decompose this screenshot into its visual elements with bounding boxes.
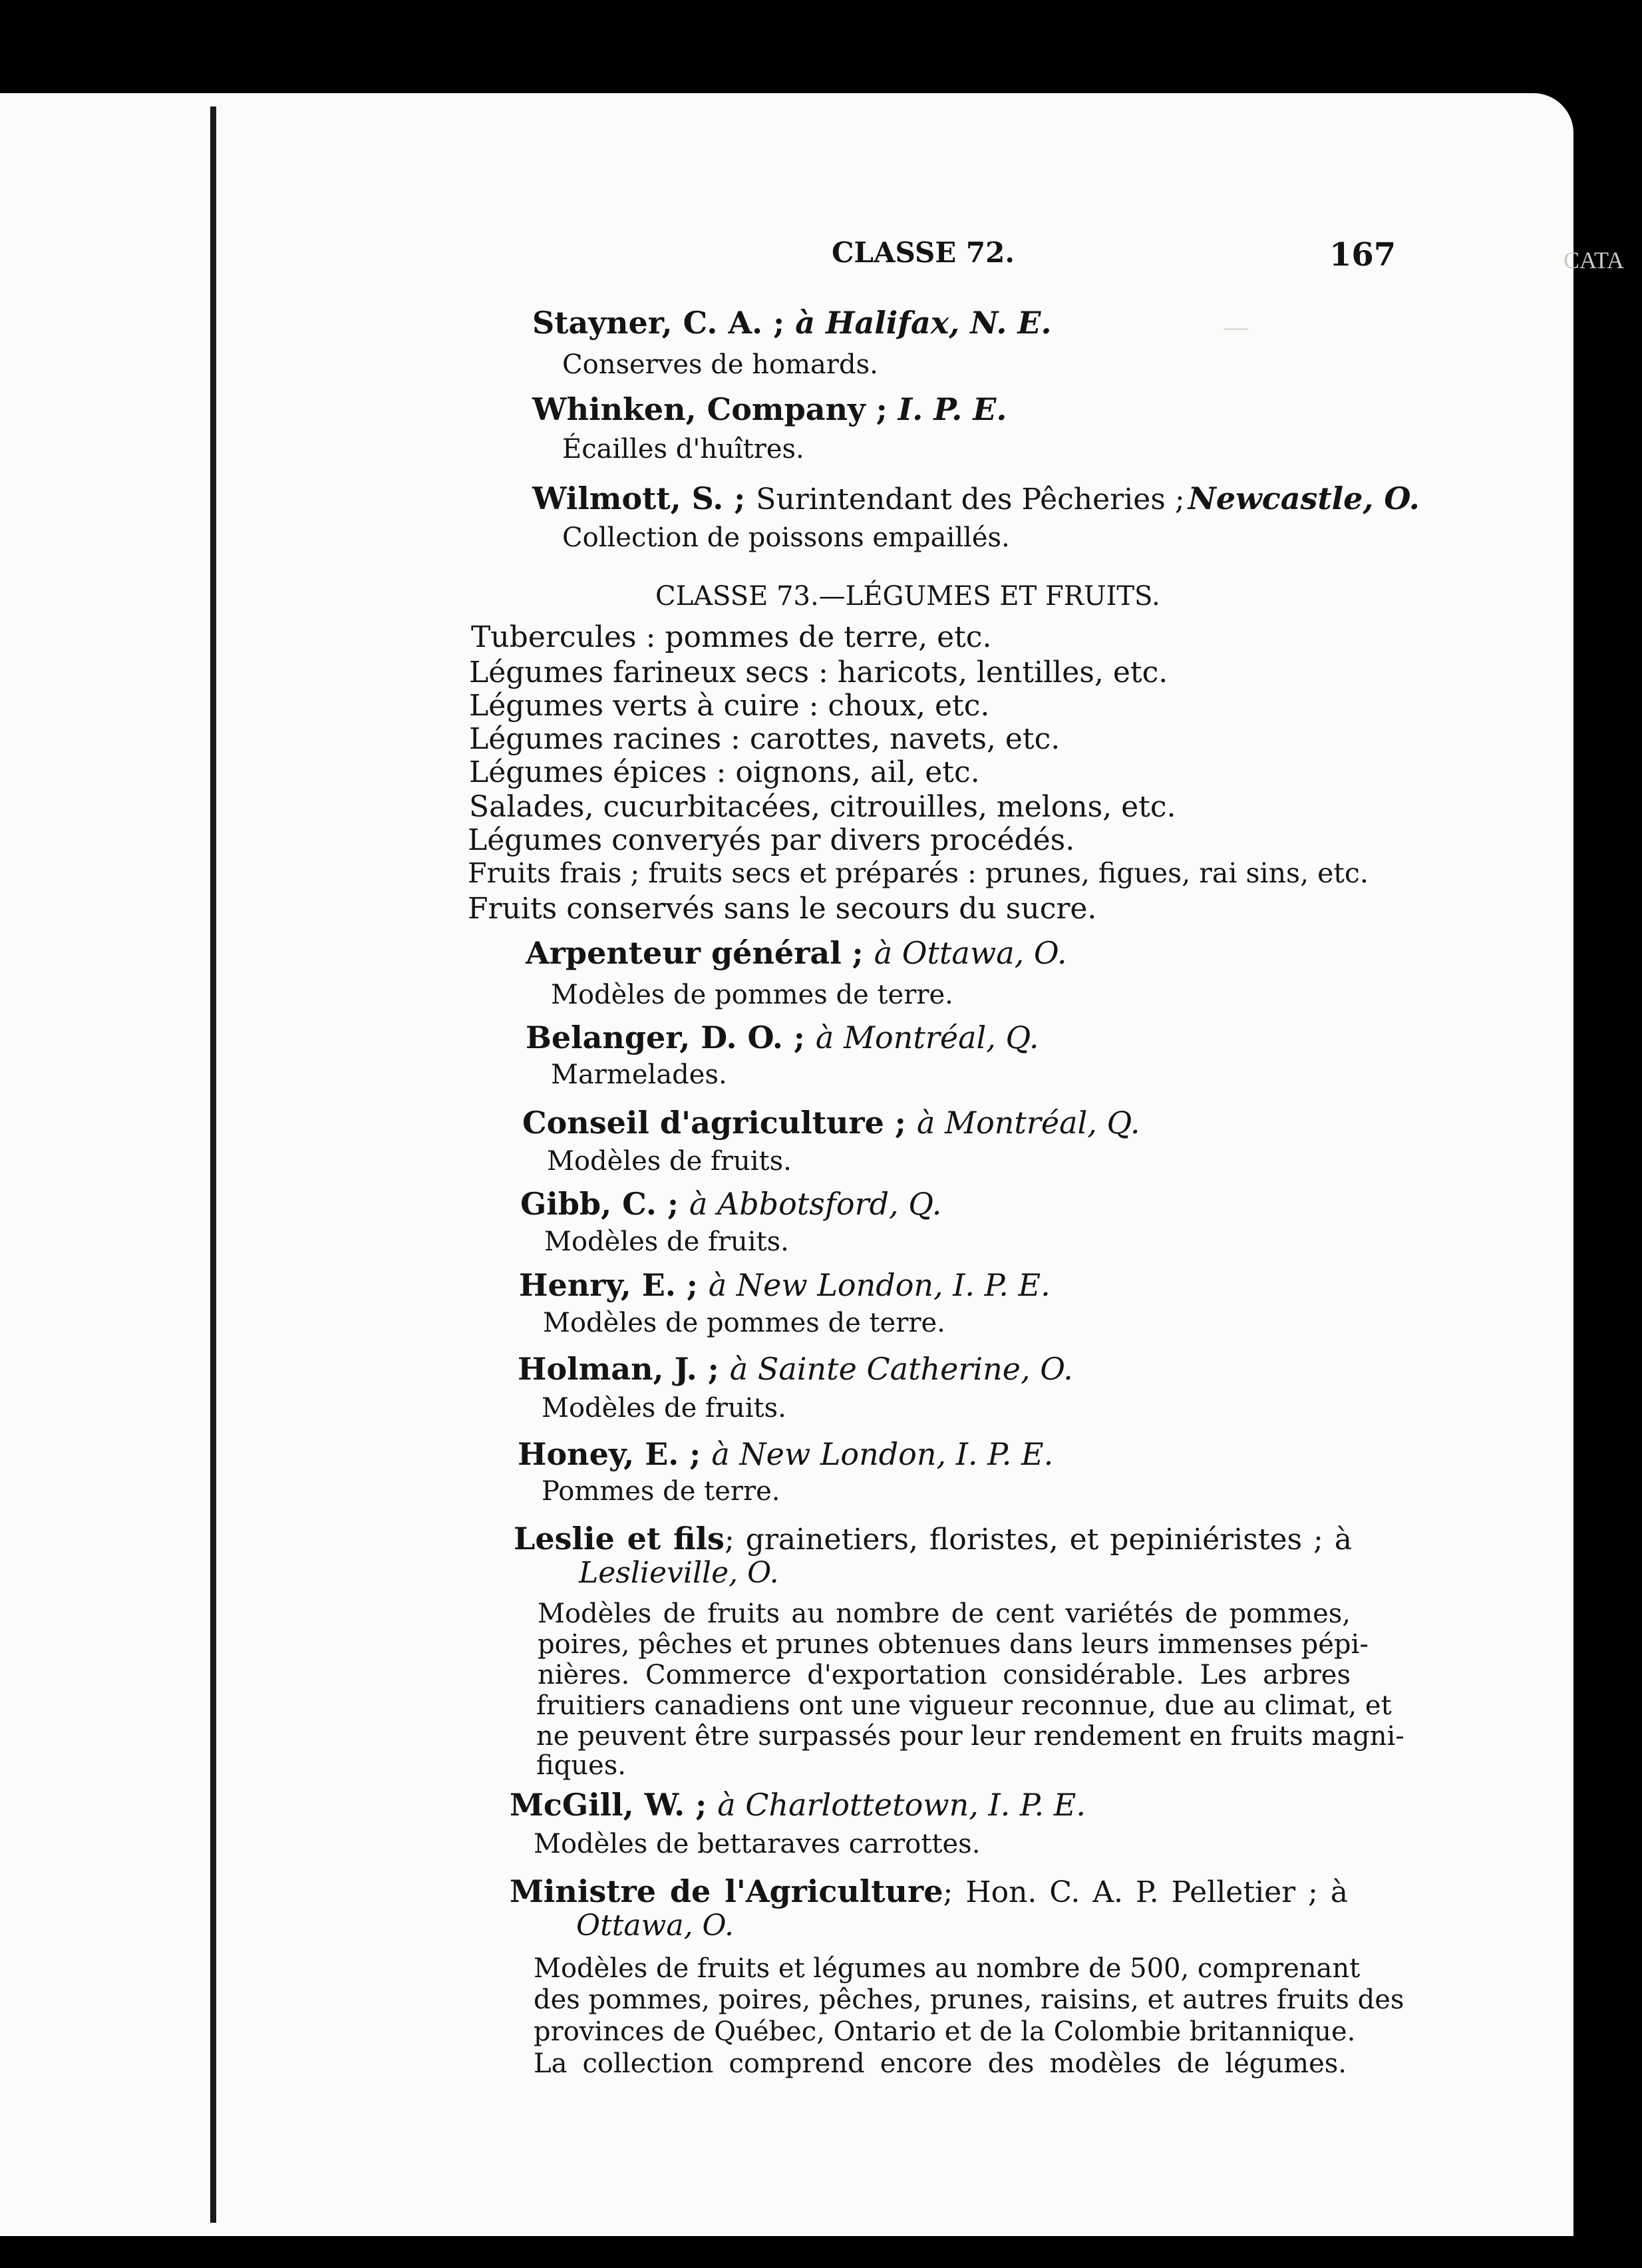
entry-desc: Marmelades. — [551, 1059, 727, 1090]
entry-desc: Écailles d'huîtres. — [562, 434, 804, 465]
exhibitor-place: Newcastle, O. — [1188, 480, 1420, 516]
category-line: Tubercules : pommes de terre, etc. — [471, 620, 992, 654]
desc-line: La collection comprend encore des modèles de légumes. — [534, 2048, 1347, 2079]
entry-ministre-head: Ministre de l'Agriculture; Hon. C. A. P. Pelletier ; à — [510, 1873, 1348, 1909]
exhibitor-name: Stayner, C. A. — [532, 305, 763, 341]
exhibitor-name: Honey, E. — [518, 1436, 679, 1472]
entry-whinken: Whinken, Company ; I. P. E. — [532, 391, 1007, 427]
exhibitor-name: Wilmott, S. — [532, 480, 724, 516]
entry-desc: Modèles de pommes de terre. — [551, 980, 953, 1010]
exhibitor-place: à Montréal, Q. — [815, 1020, 1039, 1055]
exhibitor-place: Ottawa, O. — [576, 1909, 735, 1943]
exhibitor-place: à Charlottetown, I. P. E. — [717, 1787, 1086, 1823]
category-line: Légumes verts à cuire : choux, etc. — [469, 689, 990, 723]
desc-line: fiques. — [536, 1750, 626, 1781]
desc-line: poires, pêches et prunes obtenues dans leurs immenses pépi- — [538, 1629, 1369, 1660]
desc-line: provinces de Québec, Ontario et de la Colombie britannique. — [534, 2016, 1356, 2047]
entry-wilmott: Wilmott, S. ; Surintendant des Pêcheries ; Newcastle, O. — [532, 480, 1420, 516]
desc-line: Modèles de fruits et légumes au nombre de 500, comprenant — [534, 1953, 1361, 1984]
exhibitor-place: à New London, I. P. E. — [708, 1267, 1051, 1303]
exhibitor-place: à New London, I. P. E. — [711, 1436, 1054, 1472]
entry-conseil: Conseil d'agriculture ; à Montréal, Q. — [522, 1105, 1140, 1141]
category-line: Légumes racines : carottes, navets, etc. — [469, 722, 1061, 756]
exhibitor-name: McGill, W. — [510, 1787, 685, 1823]
exhibitor-name: Conseil d'agriculture — [522, 1105, 884, 1141]
entry-desc: Modèles de bettaraves carrottes. — [534, 1829, 981, 1859]
exhibitor-place: Leslieville, O. — [579, 1556, 779, 1590]
entry-desc: Conserves de homards. — [562, 349, 878, 380]
category-line: Fruits frais ; fruits secs et préparés : prunes, figues, rai sins, etc. — [468, 857, 1369, 889]
section-title: CLASSE 73.—LÉGUMES ET FRUITS. — [655, 581, 1160, 612]
category-line: Légumes épices : oignons, ail, etc. — [469, 755, 980, 789]
entry-desc: Pommes de terre. — [542, 1476, 780, 1507]
desc-line: Modèles de fruits au nombre de cent variétés de pommes, — [538, 1599, 1351, 1629]
desc-line: nières. Commerce d'exportation considérable. Les arbres — [538, 1660, 1351, 1690]
entry-arpenteur: Arpenteur général ; à Ottawa, O. — [526, 935, 1067, 971]
desc-line: fruitiers canadiens ont une vigueur reconnue, due au climat, et — [536, 1690, 1392, 1721]
desc-line: des pommes, poires, pêches, prunes, raisins, et autres fruits des — [534, 1984, 1404, 2015]
exhibitor-name: Henry, E. — [519, 1267, 676, 1303]
entry-honey: Honey, E. ; à New London, I. P. E. — [518, 1436, 1054, 1472]
exhibitor-name: Leslie et fils — [514, 1521, 725, 1557]
page-fold-shadow — [210, 106, 216, 2223]
exhibitor-place: à Montréal, Q. — [916, 1105, 1140, 1141]
entry-stayner: Stayner, C. A. ; à Halifax, N. E. — [532, 305, 1052, 341]
category-line: Fruits conservés sans le secours du sucre. — [468, 892, 1097, 926]
page-number: 167 — [1329, 236, 1396, 274]
entry-belanger: Belanger, D. O. ; à Montréal, Q. — [526, 1020, 1039, 1055]
exhibitor-place: à Sainte Catherine, O. — [729, 1351, 1073, 1387]
exhibitor-place: à Abbotsford, Q. — [689, 1186, 942, 1222]
entry-desc: Collection de poissons empaillés. — [562, 522, 1010, 553]
exhibitor-name: Gibb, C. — [520, 1186, 657, 1222]
category-line: Légumes converyés par divers procédés. — [468, 823, 1075, 857]
desc-line: ne peuvent être surpassés pour leur rendement en fruits magni- — [536, 1721, 1404, 1752]
exhibitor-place: I. P. E. — [898, 391, 1007, 427]
exhibitor-place: à Halifax, N. E. — [795, 305, 1052, 341]
exhibitor-name: Ministre de l'Agriculture — [510, 1873, 943, 1909]
entry-desc: Modèles de fruits. — [542, 1393, 786, 1423]
entry-desc: Modèles de fruits. — [544, 1227, 789, 1257]
running-header: CLASSE 72. — [832, 236, 1015, 269]
entry-henry: Henry, E. ; à New London, I. P. E. — [519, 1267, 1051, 1303]
exhibitor-name: Holman, J. — [518, 1351, 697, 1387]
exhibitor-name: Arpenteur général — [526, 935, 842, 971]
exhibitor-name: Whinken, Company — [532, 391, 866, 427]
exhibitor-role: Surintendant des Pêcheries ; — [756, 482, 1185, 516]
entry-desc: Modèles de pommes de terre. — [543, 1308, 945, 1338]
exhibitor-name: Belanger, D. O. — [526, 1020, 783, 1055]
entry-desc: Modèles de fruits. — [547, 1146, 792, 1177]
exhibitor-place: à Ottawa, O. — [874, 935, 1067, 971]
entry-gibb: Gibb, C. ; à Abbotsford, Q. — [520, 1186, 942, 1222]
entry-holman: Holman, J. ; à Sainte Catherine, O. — [518, 1351, 1073, 1387]
bleed-through-text: — — [1224, 313, 1248, 340]
category-line: Salades, cucurbitacées, citrouilles, melons, etc. — [469, 790, 1176, 824]
bleed-through-text: CATA — [1563, 247, 1625, 274]
entry-mcgill: McGill, W. ; à Charlottetown, I. P. E. — [510, 1787, 1086, 1823]
category-line: Légumes farineux secs : haricots, lentilles, etc. — [469, 656, 1168, 689]
entry-leslie-head: Leslie et fils; grainetiers, floristes, et pepiniéristes ; à — [514, 1521, 1353, 1557]
